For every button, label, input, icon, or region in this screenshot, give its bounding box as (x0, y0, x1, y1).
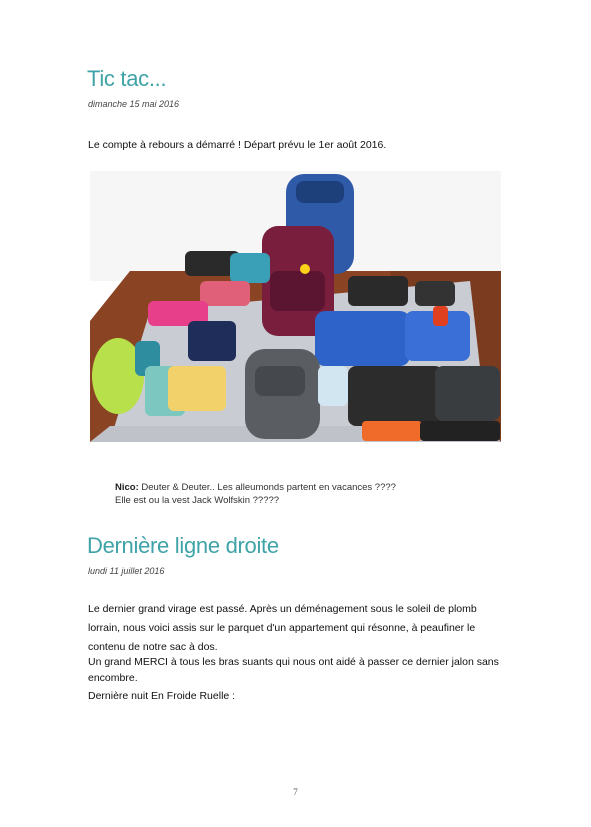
comment-author: Nico: (115, 482, 139, 493)
comment-line-1 (115, 481, 396, 494)
post-title-2: Dernière ligne droite (87, 533, 279, 558)
post-paragraph-1: Le dernier grand virage est passé. Après un déménagement sous le soleil de plomb lorrain, nous voici assis sur le parquet d'un appartement qui résonne, à peaufiner le contenu de notre sac à dos. (88, 603, 477, 653)
comment (115, 481, 396, 507)
comment-text-2: Elle est ou la vest Jack Wolfskin ????? (115, 495, 280, 506)
comment-text-1: Deuter & Deuter.. Les alleumonds partent en vacances ???? (138, 482, 396, 493)
post-paragraph-3: Dernière nuit En Froide Ruelle : (88, 690, 236, 702)
post-date-2: lundi 11 juillet 2016 (88, 566, 165, 576)
post-date: dimanche 15 mai 2016 (88, 99, 180, 109)
post-text: Le compte à rebours a démarré ! Départ prévu le 1er août 2016. (88, 139, 387, 151)
gear-photo (90, 171, 501, 442)
post-paragraph-2: Un grand MERCI à tous les bras suants qui nous ont aidé à passer ce dernier jalon sans encombre. (88, 656, 499, 684)
post-title: Tic tac... (87, 66, 167, 91)
page-number: 7 (293, 787, 298, 797)
